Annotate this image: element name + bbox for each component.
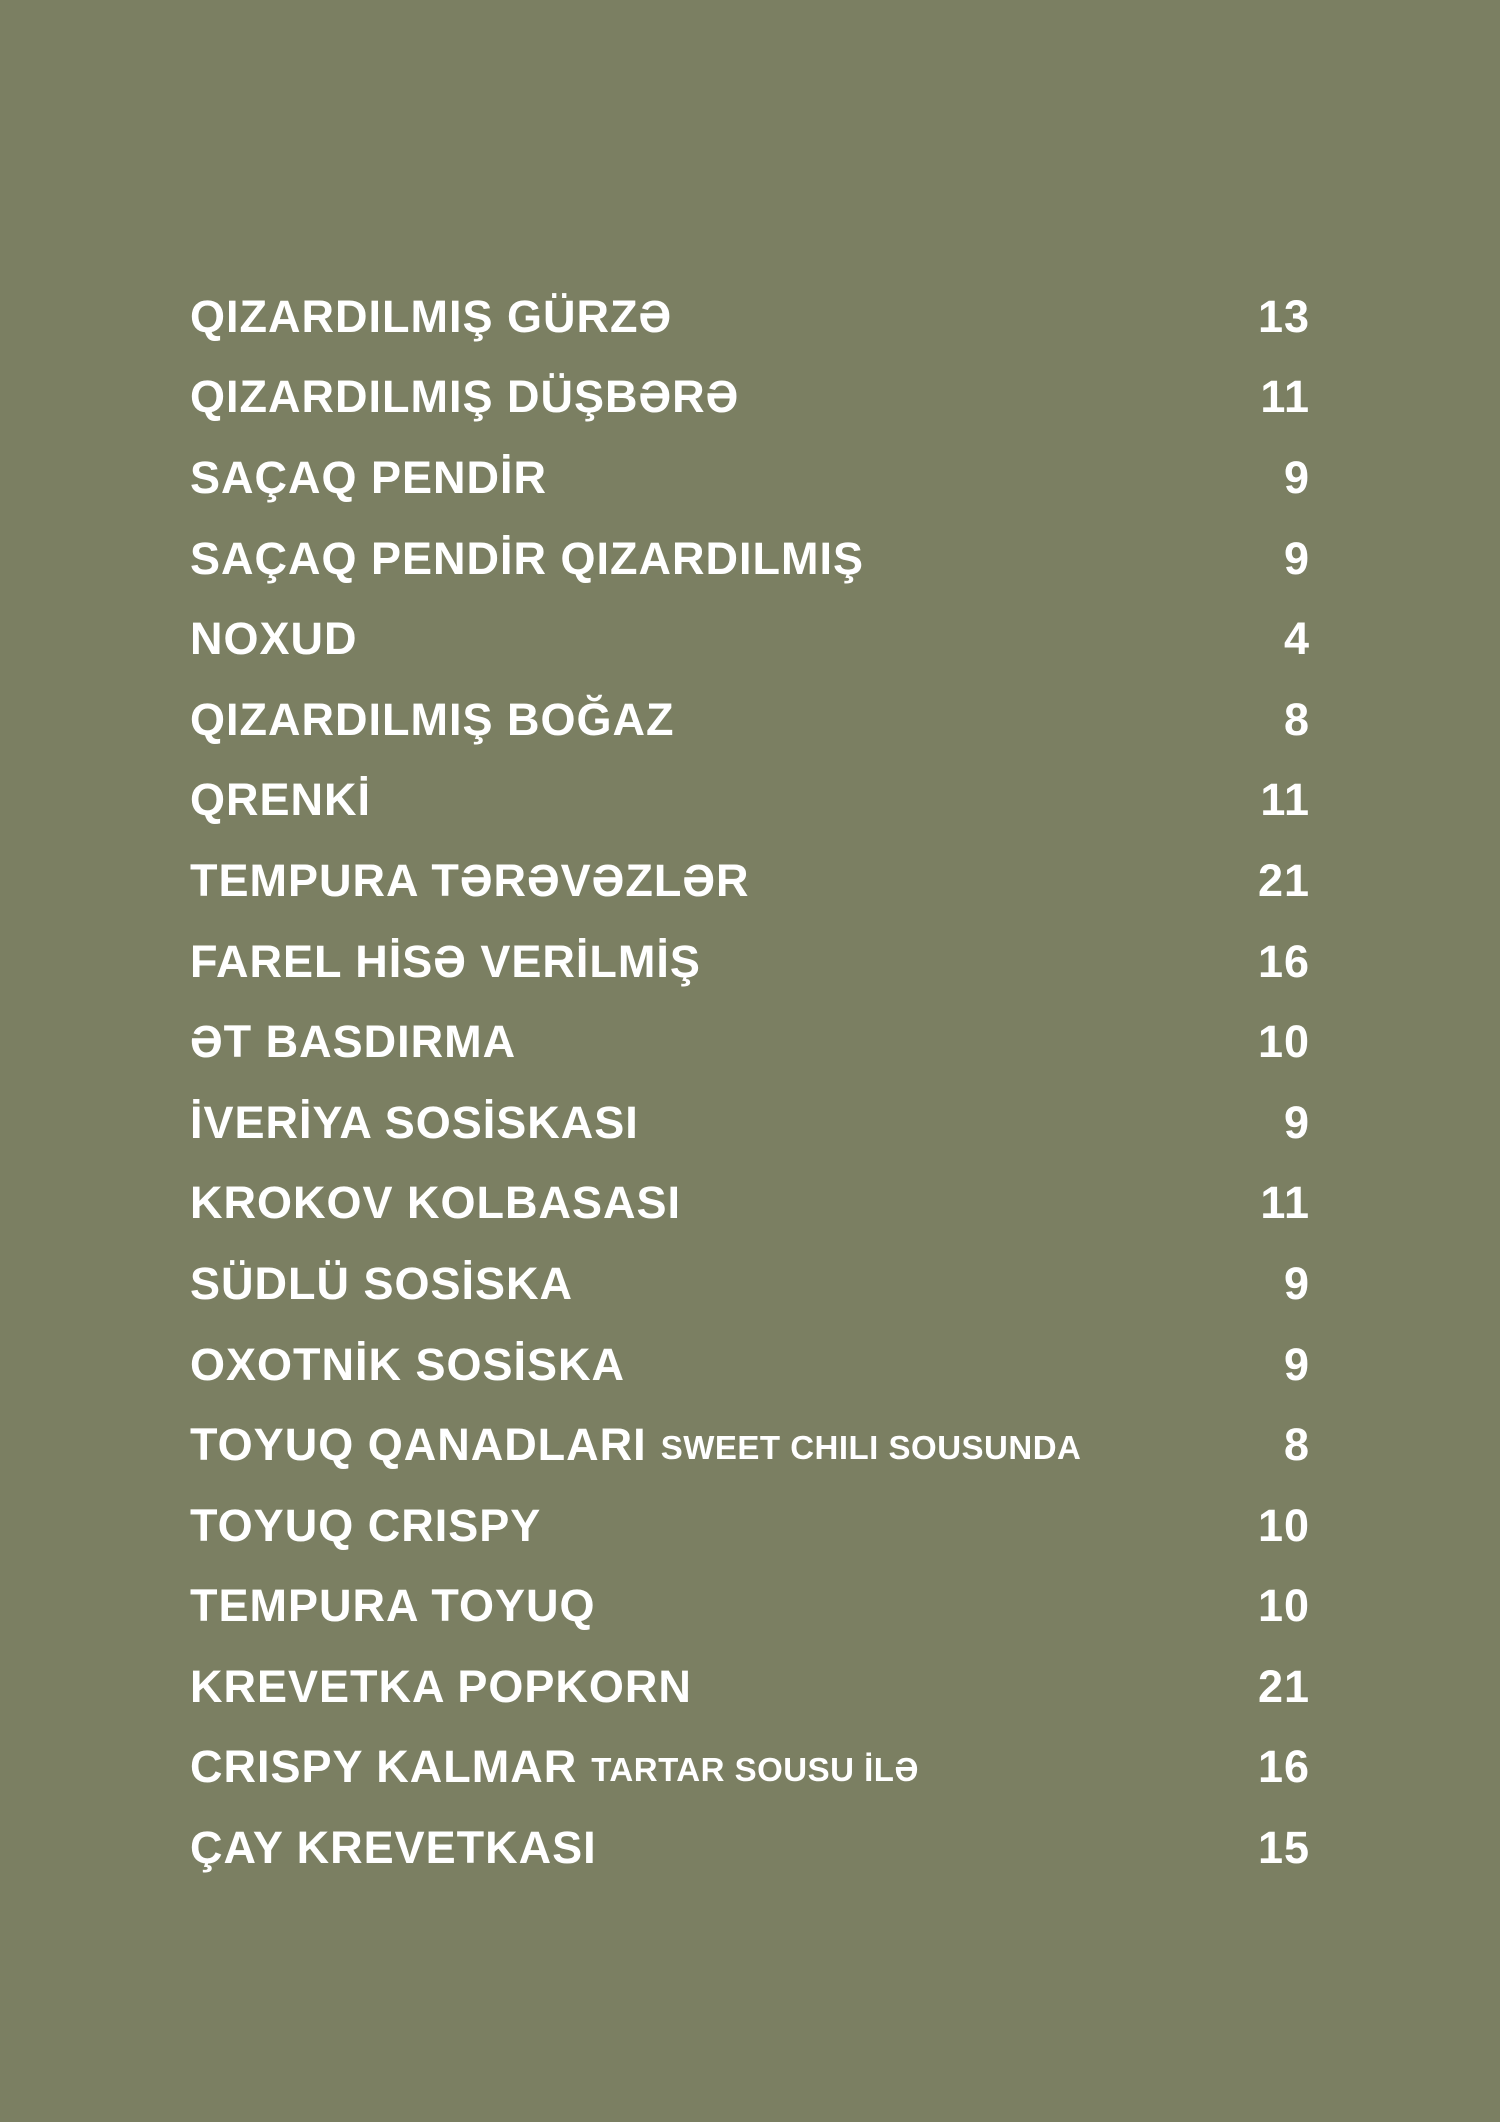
item-name: QIZARDILMIŞ BOĞAZ (190, 693, 675, 745)
menu-item (190, 357, 1310, 438)
menu-item (190, 1324, 1310, 1405)
item-price: 21 (1257, 1660, 1310, 1712)
item-price: 11 (1260, 371, 1310, 423)
item-name: NOXUD (190, 613, 358, 665)
item-name: OXOTNİK SOSİSKA (190, 1338, 626, 1390)
menu-item (190, 598, 1310, 679)
item-name: TEMPURA TOYUQ (190, 1580, 596, 1632)
item-price: 16 (1257, 935, 1310, 987)
menu-item (190, 1082, 1310, 1163)
item-name: QIZARDILMIŞ GÜRZƏ (190, 290, 673, 342)
menu-item (190, 1646, 1310, 1727)
menu-list (190, 276, 1310, 1888)
item-price: 11 (1260, 774, 1310, 826)
item-name: SAÇAQ PENDİR QIZARDILMIŞ (190, 532, 865, 584)
item-name: QIZARDILMIŞ DÜŞBƏRƏ (190, 371, 740, 423)
item-name: KROKOV KOLBASASI (190, 1177, 682, 1229)
item-name: ƏT BASDIRMA (190, 1016, 517, 1068)
item-note: SWEET CHILI SOUSUNDA (660, 1429, 1082, 1467)
item-price: 9 (1283, 451, 1310, 503)
item-price: 10 (1257, 1016, 1310, 1068)
item-name: SÜDLÜ SOSİSKA (190, 1257, 574, 1309)
item-name: KREVETKA POPKORN (190, 1660, 692, 1712)
menu-item (190, 1807, 1310, 1888)
menu-item (190, 437, 1310, 518)
item-price: 9 (1283, 1257, 1310, 1309)
item-price: 11 (1260, 1177, 1310, 1229)
menu-item (190, 921, 1310, 1002)
item-price: 15 (1257, 1822, 1310, 1874)
item-name: ÇAY KREVETKASI (190, 1822, 597, 1874)
item-price: 9 (1283, 1096, 1310, 1148)
item-price: 8 (1283, 1419, 1310, 1471)
menu-item (190, 1485, 1310, 1566)
item-name: İVERİYA SOSİSKASI (190, 1096, 639, 1148)
menu-item (190, 1404, 1310, 1485)
menu-item (190, 1243, 1310, 1324)
menu-item (190, 679, 1310, 760)
item-name: FAREL HİSƏ VERİLMİŞ (190, 935, 701, 987)
item-price: 9 (1283, 1338, 1310, 1390)
item-price: 10 (1257, 1580, 1310, 1632)
item-name: QRENKİ (190, 774, 372, 826)
menu-item (190, 1727, 1310, 1808)
menu-item (190, 1163, 1310, 1244)
menu-item (190, 840, 1310, 921)
item-note: TARTAR SOUSU İLƏ (591, 1751, 919, 1789)
menu-item (190, 1566, 1310, 1647)
menu-item (190, 518, 1310, 599)
item-name: CRISPY KALMAR (190, 1741, 578, 1793)
menu-item (190, 276, 1310, 357)
item-price: 16 (1257, 1741, 1310, 1793)
item-price: 21 (1257, 854, 1310, 906)
item-price: 9 (1283, 532, 1310, 584)
item-name: TEMPURA TƏRƏVƏZLƏR (190, 854, 750, 906)
item-price: 8 (1283, 693, 1310, 745)
item-price: 13 (1257, 290, 1310, 342)
item-price: 4 (1283, 613, 1310, 665)
menu-item (190, 1001, 1310, 1082)
item-name: TOYUQ QANADLARI (190, 1419, 647, 1471)
item-name: TOYUQ CRISPY (190, 1499, 542, 1551)
item-price: 10 (1257, 1499, 1310, 1551)
item-name: SAÇAQ PENDİR (190, 451, 548, 503)
menu-item (190, 760, 1310, 841)
